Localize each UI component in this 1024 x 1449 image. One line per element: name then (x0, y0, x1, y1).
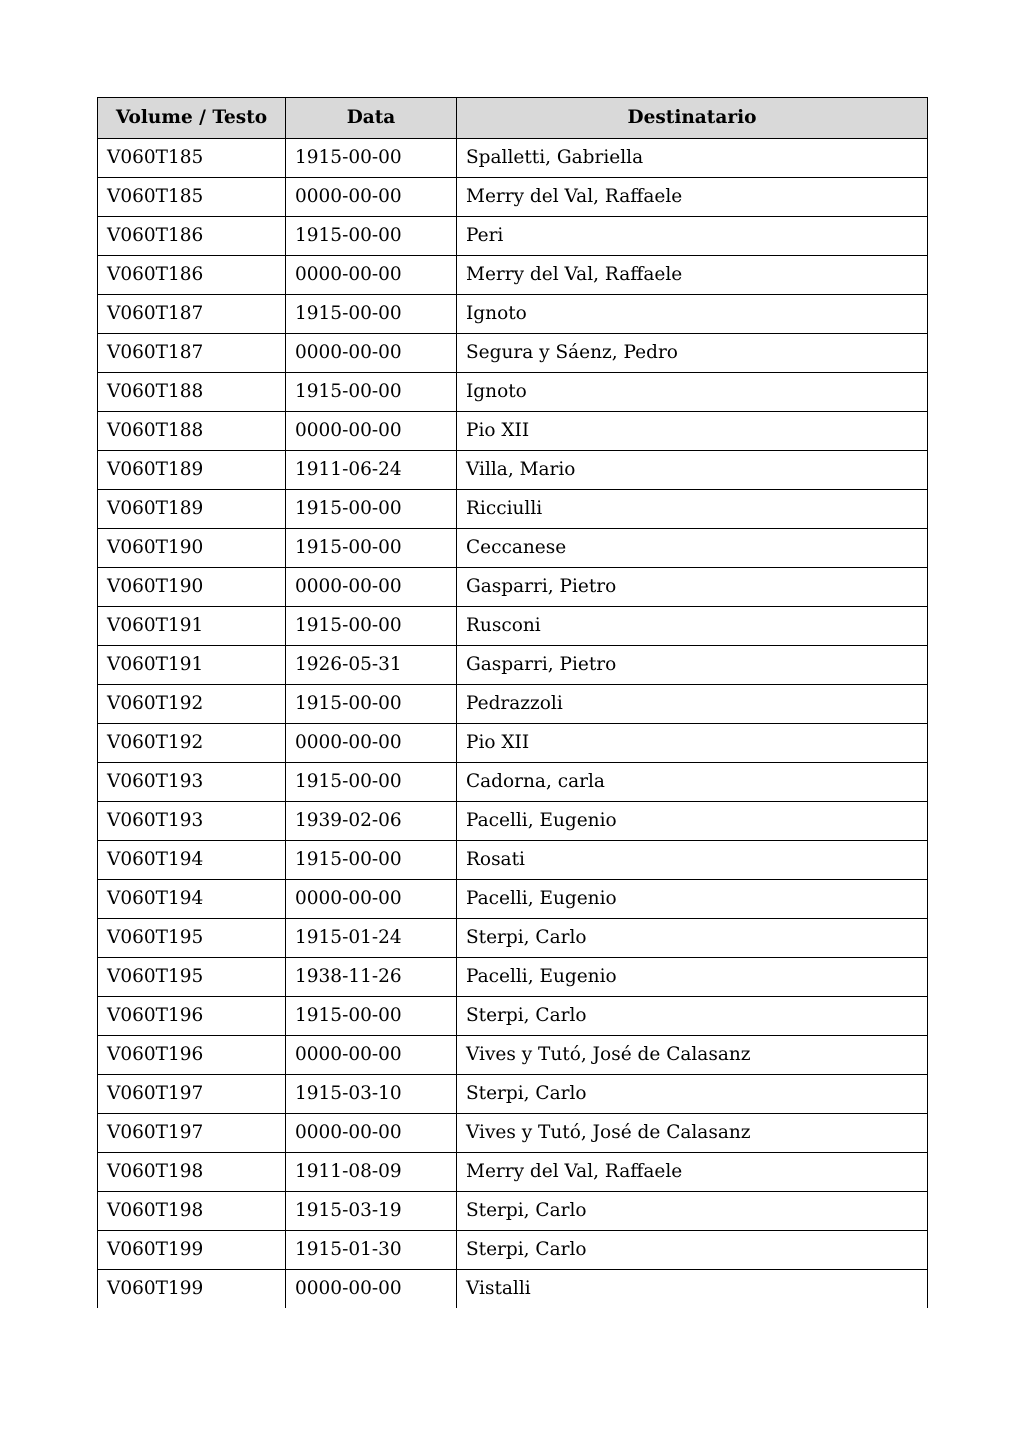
table-row (98, 1231, 928, 1270)
cell-recipient: Merry del Val, Raffaele (457, 256, 928, 295)
table-row (98, 139, 928, 178)
cell-recipient: Rosati (457, 841, 928, 880)
cell-recipient: Rusconi (457, 607, 928, 646)
cell-recipient: Ignoto (457, 373, 928, 412)
cell-volume: V060T189 (98, 490, 286, 529)
cell-volume: V060T190 (98, 529, 286, 568)
cell-recipient: Sterpi, Carlo (457, 919, 928, 958)
cell-volume: V060T188 (98, 373, 286, 412)
cell-date: 1911-08-09 (286, 1153, 457, 1192)
table-row (98, 607, 928, 646)
cell-recipient: Merry del Val, Raffaele (457, 178, 928, 217)
cell-recipient: Sterpi, Carlo (457, 1192, 928, 1231)
cell-recipient: Vives y Tutó, José de Calasanz (457, 1036, 928, 1075)
cell-recipient: Peri (457, 217, 928, 256)
cell-date: 1915-03-19 (286, 1192, 457, 1231)
cell-recipient: Segura y Sáenz, Pedro (457, 334, 928, 373)
cell-date: 1915-00-00 (286, 139, 457, 178)
table-row (98, 1153, 928, 1192)
cell-volume: V060T195 (98, 958, 286, 997)
cell-date: 0000-00-00 (286, 334, 457, 373)
cell-volume: V060T194 (98, 880, 286, 919)
cell-date: 1915-00-00 (286, 529, 457, 568)
cell-recipient: Ricciulli (457, 490, 928, 529)
cell-date: 0000-00-00 (286, 1114, 457, 1153)
cell-date: 1939-02-06 (286, 802, 457, 841)
cell-volume: V060T188 (98, 412, 286, 451)
header-row (98, 98, 928, 139)
table-row (98, 1270, 928, 1309)
cell-recipient: Cadorna, carla (457, 763, 928, 802)
cell-volume: V060T186 (98, 256, 286, 295)
cell-recipient: Villa, Mario (457, 451, 928, 490)
table-row (98, 1036, 928, 1075)
table-row (98, 685, 928, 724)
cell-volume: V060T198 (98, 1153, 286, 1192)
cell-volume: V060T187 (98, 295, 286, 334)
cell-volume: V060T185 (98, 139, 286, 178)
table-row (98, 529, 928, 568)
column-header-date: Data (286, 98, 457, 139)
cell-date: 0000-00-00 (286, 178, 457, 217)
table-body (98, 139, 928, 1309)
cell-volume: V060T189 (98, 451, 286, 490)
cell-volume: V060T197 (98, 1075, 286, 1114)
table-row (98, 1192, 928, 1231)
cell-date: 0000-00-00 (286, 724, 457, 763)
table-row (98, 919, 928, 958)
cell-volume: V060T192 (98, 685, 286, 724)
cell-volume: V060T195 (98, 919, 286, 958)
cell-volume: V060T196 (98, 1036, 286, 1075)
cell-volume: V060T199 (98, 1231, 286, 1270)
cell-volume: V060T185 (98, 178, 286, 217)
table-row (98, 490, 928, 529)
cell-recipient: Sterpi, Carlo (457, 1231, 928, 1270)
table-row (98, 841, 928, 880)
cell-volume: V060T192 (98, 724, 286, 763)
cell-recipient: Sterpi, Carlo (457, 1075, 928, 1114)
table-row (98, 178, 928, 217)
cell-date: 1911-06-24 (286, 451, 457, 490)
cell-volume: V060T196 (98, 997, 286, 1036)
letters-register-table (97, 97, 928, 1308)
table-row (98, 1114, 928, 1153)
table-row (98, 412, 928, 451)
cell-volume: V060T193 (98, 763, 286, 802)
table-row (98, 958, 928, 997)
cell-volume: V060T197 (98, 1114, 286, 1153)
table-row (98, 256, 928, 295)
cell-date: 0000-00-00 (286, 256, 457, 295)
table-row (98, 763, 928, 802)
cell-date: 1938-11-26 (286, 958, 457, 997)
cell-date: 1915-03-10 (286, 1075, 457, 1114)
cell-volume: V060T193 (98, 802, 286, 841)
table-row (98, 568, 928, 607)
cell-date: 1915-00-00 (286, 841, 457, 880)
cell-recipient: Pacelli, Eugenio (457, 802, 928, 841)
cell-recipient: Pio XII (457, 724, 928, 763)
cell-date: 1915-00-00 (286, 490, 457, 529)
cell-recipient: Merry del Val, Raffaele (457, 1153, 928, 1192)
cell-recipient: Pacelli, Eugenio (457, 958, 928, 997)
column-header-recipient: Destinatario (457, 98, 928, 139)
table-row (98, 724, 928, 763)
cell-date: 1915-01-24 (286, 919, 457, 958)
cell-date: 1915-00-00 (286, 763, 457, 802)
table-row (98, 1075, 928, 1114)
cell-recipient: Pacelli, Eugenio (457, 880, 928, 919)
cell-date: 1915-00-00 (286, 607, 457, 646)
cell-date: 0000-00-00 (286, 880, 457, 919)
cell-recipient: Spalletti, Gabriella (457, 139, 928, 178)
cell-volume: V060T187 (98, 334, 286, 373)
cell-date: 1915-00-00 (286, 685, 457, 724)
cell-recipient: Vistalli (457, 1270, 928, 1309)
table-row (98, 646, 928, 685)
cell-recipient: Gasparri, Pietro (457, 568, 928, 607)
cell-recipient: Gasparri, Pietro (457, 646, 928, 685)
cell-recipient: Ceccanese (457, 529, 928, 568)
cell-date: 0000-00-00 (286, 1036, 457, 1075)
cell-recipient: Sterpi, Carlo (457, 997, 928, 1036)
cell-date: 1915-00-00 (286, 997, 457, 1036)
table-row (98, 997, 928, 1036)
cell-date: 1915-00-00 (286, 373, 457, 412)
cell-date: 1926-05-31 (286, 646, 457, 685)
column-header-volume: Volume / Testo (98, 98, 286, 139)
table-row (98, 373, 928, 412)
table-row (98, 217, 928, 256)
cell-recipient: Ignoto (457, 295, 928, 334)
cell-recipient: Pio XII (457, 412, 928, 451)
cell-volume: V060T198 (98, 1192, 286, 1231)
table-row (98, 295, 928, 334)
cell-date: 0000-00-00 (286, 412, 457, 451)
cell-volume: V060T191 (98, 646, 286, 685)
cell-date: 0000-00-00 (286, 1270, 457, 1309)
table-row (98, 451, 928, 490)
cell-recipient: Pedrazzoli (457, 685, 928, 724)
cell-volume: V060T191 (98, 607, 286, 646)
cell-date: 1915-00-00 (286, 217, 457, 256)
cell-recipient: Vives y Tutó, José de Calasanz (457, 1114, 928, 1153)
cell-date: 0000-00-00 (286, 568, 457, 607)
table-row (98, 880, 928, 919)
cell-volume: V060T186 (98, 217, 286, 256)
cell-date: 1915-01-30 (286, 1231, 457, 1270)
table-row (98, 802, 928, 841)
cell-date: 1915-00-00 (286, 295, 457, 334)
cell-volume: V060T199 (98, 1270, 286, 1309)
cell-volume: V060T190 (98, 568, 286, 607)
table-row (98, 334, 928, 373)
table-header (98, 98, 928, 139)
cell-volume: V060T194 (98, 841, 286, 880)
